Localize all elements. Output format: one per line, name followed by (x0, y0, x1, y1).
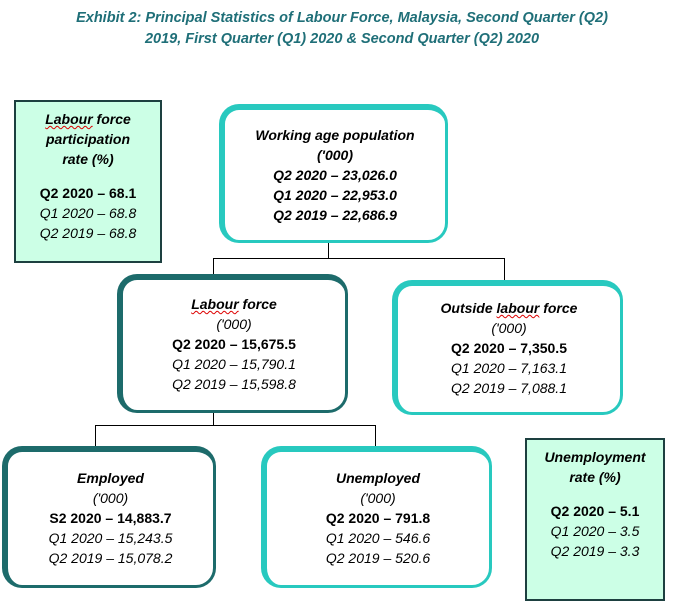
unemployed-box (261, 446, 492, 588)
unemployed-q2-2020: Q2 2020 – 791.8 (325, 510, 431, 526)
employed-label: Employed (77, 470, 144, 486)
employed-unit: ('000) (92, 490, 129, 506)
employed-q1-2020: Q1 2020 – 15,243.5 (48, 530, 173, 546)
unemployed-unit: ('000) (360, 490, 396, 506)
lfpr-label-line2: participation (45, 131, 130, 147)
connector-lf-drop (213, 258, 214, 275)
connector-employed-drop (95, 425, 96, 447)
unemployed-q2-2019: Q2 2019 – 520.6 (325, 550, 431, 566)
exhibit-title (0, 8, 684, 50)
lfpr-label-line3: rate (%) (62, 151, 114, 167)
unemployed-q1-2020: Q1 2020 – 546.6 (325, 530, 431, 546)
employed-q2-2019: Q2 2019 – 15,078.2 (48, 550, 173, 566)
wap-q2-2019: Q2 2019 – 22,686.9 (273, 207, 397, 223)
title-line-2: 2019, First Quarter (Q1) 2020 & Second Quarter (Q2) 2020 (144, 31, 540, 47)
olf-q1-2020: Q1 2020 – 7,163.1 (451, 360, 567, 376)
lf-q2-2019: Q2 2019 – 15,598.8 (172, 376, 296, 392)
connector-olf-drop (504, 258, 505, 280)
connector-level2-horizontal (95, 425, 376, 426)
unemployed-label: Unemployed (335, 470, 420, 486)
olf-q2-2020: Q2 2020 – 7,350.5 (451, 340, 567, 356)
lfpr-label: Labour force (45, 111, 131, 127)
lfpr-box (14, 100, 162, 263)
ur-label-line2: rate (%) (569, 469, 621, 485)
ur-q2-2020: Q2 2020 – 5.1 (550, 503, 640, 519)
olf-q2-2019: Q2 2019 – 7,088.1 (451, 380, 567, 396)
wap-label: Working age population (255, 127, 415, 143)
ur-q1-2020: Q1 2020 – 3.5 (550, 523, 640, 539)
ur-q2-2019: Q2 2019 – 3.3 (550, 543, 640, 559)
lf-unit: ('000) (216, 316, 252, 332)
lfpr-q2-2020: Q2 2020 – 68.1 (39, 185, 137, 201)
lf-q2-2020: Q2 2020 – 15,675.5 (172, 336, 296, 352)
lfpr-q2-2019: Q2 2019 – 68.8 (39, 225, 137, 241)
working-age-population-box (219, 104, 448, 243)
connector-lf-down (213, 412, 214, 426)
connector-wap-down (328, 242, 329, 259)
olf-label: Outside labour force (440, 300, 578, 316)
wap-q2-2020: Q2 2020 – 23,026.0 (273, 167, 397, 183)
outside-labour-force-box (392, 280, 623, 415)
lf-label: Labour force (191, 296, 277, 312)
connector-level1-horizontal (213, 258, 505, 259)
wap-unit: ('000) (316, 147, 353, 163)
unemployment-rate-box (525, 438, 665, 601)
labour-force-box (117, 274, 348, 413)
wap-q1-2020: Q1 2020 – 22,953.0 (273, 187, 397, 203)
title-line-1: Exhibit 2: Principal Statistics of Labour Force, Malaysia, Second Quarter (Q2) (76, 10, 608, 26)
employed-box (2, 446, 216, 588)
lf-q1-2020: Q1 2020 – 15,790.1 (172, 356, 296, 372)
olf-unit: ('000) (491, 320, 527, 336)
ur-label-line1: Unemployment (544, 449, 646, 465)
connector-unemployed-drop (375, 425, 376, 447)
employed-q2-2020: S2 2020 – 14,883.7 (49, 510, 172, 526)
lfpr-q1-2020: Q1 2020 – 68.8 (39, 205, 137, 221)
